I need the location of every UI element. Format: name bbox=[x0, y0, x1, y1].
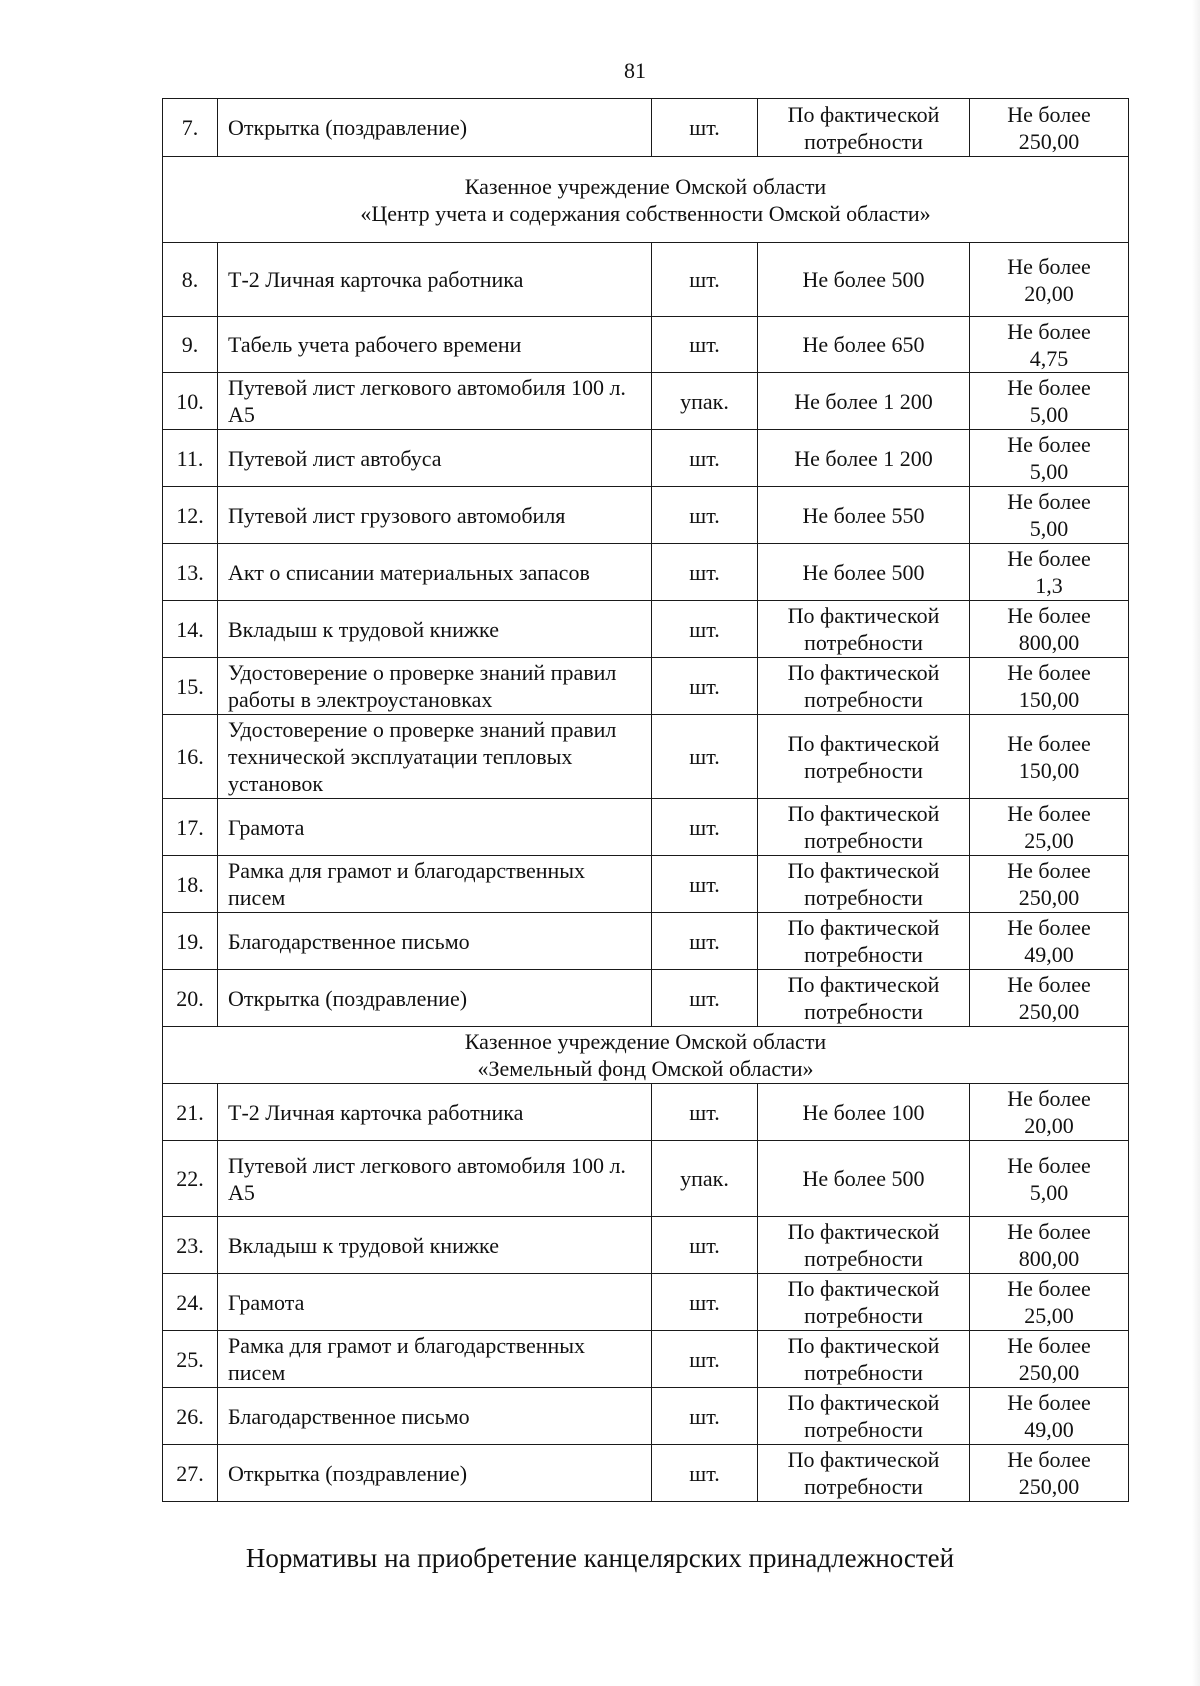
row-number: 10. bbox=[163, 373, 218, 430]
unit-cell: упак. bbox=[652, 1141, 758, 1217]
table-row bbox=[163, 373, 1129, 430]
table-row bbox=[163, 1331, 1129, 1388]
item-name: Путевой лист легкового автомобиля 100 л. А5 bbox=[218, 373, 652, 430]
price-cell bbox=[970, 1445, 1129, 1502]
row-number: 19. bbox=[163, 913, 218, 970]
table-row bbox=[163, 1217, 1129, 1274]
price-cell bbox=[970, 243, 1129, 317]
quantity-cell: Не более 1 200 bbox=[758, 430, 970, 487]
row-number: 24. bbox=[163, 1274, 218, 1331]
unit-cell: шт. bbox=[652, 1274, 758, 1331]
item-name: Табель учета рабочего времени bbox=[218, 317, 652, 373]
table-row bbox=[163, 799, 1129, 856]
price-line: 250,00 bbox=[1018, 128, 1080, 154]
item-name: Благодарственное письмо bbox=[218, 1388, 652, 1445]
row-number: 17. bbox=[163, 799, 218, 856]
price-line: 250,00 bbox=[1018, 885, 1080, 910]
item-name: Открытка (поздравление) bbox=[218, 970, 652, 1027]
quantity-cell: По фактической потребности bbox=[758, 799, 970, 856]
quantity-cell: По фактической потребности bbox=[758, 601, 970, 658]
table-row bbox=[163, 601, 1129, 658]
item-name: Т-2 Личная карточка работника bbox=[218, 243, 652, 317]
price-line: 5,00 bbox=[1029, 459, 1069, 484]
table-row bbox=[163, 913, 1129, 970]
price-cell bbox=[970, 373, 1129, 430]
unit-cell: шт. bbox=[652, 317, 758, 373]
item-name: Вкладыш к трудовой книжке bbox=[218, 1217, 652, 1274]
price-cell bbox=[970, 913, 1129, 970]
unit-cell: шт. bbox=[652, 658, 758, 715]
price-line: 150,00 bbox=[1018, 687, 1080, 712]
row-number: 16. bbox=[163, 715, 218, 799]
section-title-line: Казенное учреждение Омской области bbox=[464, 1029, 827, 1054]
price-cell bbox=[970, 317, 1129, 373]
price-cell bbox=[970, 1331, 1129, 1388]
price-cell bbox=[970, 1388, 1129, 1445]
quantity-cell: По фактической потребности bbox=[758, 970, 970, 1027]
row-number: 23. bbox=[163, 1217, 218, 1274]
price-cell bbox=[970, 1084, 1129, 1141]
price-line: 250,00 bbox=[1018, 999, 1080, 1024]
unit-cell: шт. bbox=[652, 99, 758, 157]
row-number: 21. bbox=[163, 1084, 218, 1141]
price-cell bbox=[970, 544, 1129, 601]
norms-table-body bbox=[163, 99, 1129, 1502]
unit-cell: шт. bbox=[652, 913, 758, 970]
unit-cell: шт. bbox=[652, 487, 758, 544]
price-line: Не более bbox=[1007, 660, 1091, 685]
table-row bbox=[163, 1445, 1129, 1502]
item-name: Акт о списании материальных запасов bbox=[218, 544, 652, 601]
price-line: Не более bbox=[1007, 858, 1091, 883]
price-line: 20,00 bbox=[1024, 280, 1074, 306]
table-row bbox=[163, 544, 1129, 601]
unit-cell: шт. bbox=[652, 1084, 758, 1141]
item-name: Благодарственное письмо bbox=[218, 913, 652, 970]
price-cell bbox=[970, 487, 1129, 544]
quantity-cell: По фактической потребности bbox=[758, 1445, 970, 1502]
table-row bbox=[163, 430, 1129, 487]
item-name: Рамка для грамот и благодарственных писем bbox=[218, 1331, 652, 1388]
unit-cell: шт. bbox=[652, 243, 758, 317]
section-row bbox=[163, 157, 1129, 243]
section-title-line: Казенное учреждение Омской области bbox=[464, 173, 827, 199]
unit-cell: шт. bbox=[652, 1388, 758, 1445]
section-title bbox=[163, 1027, 1129, 1084]
quantity-cell: По фактической потребности bbox=[758, 715, 970, 799]
table-row bbox=[163, 970, 1129, 1027]
quantity-cell: По фактической потребности bbox=[758, 99, 970, 157]
price-line: Не более bbox=[1007, 730, 1091, 756]
price-line: Не более bbox=[1007, 375, 1091, 400]
quantity-cell: Не более 650 bbox=[758, 317, 970, 373]
item-name: Рамка для грамот и благодарственных писем bbox=[218, 856, 652, 913]
section-title-line: «Центр учета и содержания собственности Омской области» bbox=[360, 200, 931, 226]
price-line: 1,3 bbox=[1035, 573, 1063, 598]
norms-table bbox=[162, 98, 1129, 1502]
price-line: 5,00 bbox=[1029, 516, 1069, 541]
unit-cell: шт. bbox=[652, 856, 758, 913]
quantity-cell: По фактической потребности bbox=[758, 856, 970, 913]
price-cell bbox=[970, 970, 1129, 1027]
price-line: Не более bbox=[1007, 972, 1091, 997]
price-line: Не более bbox=[1007, 546, 1091, 571]
table-row bbox=[163, 99, 1129, 157]
quantity-cell: Не более 500 bbox=[758, 544, 970, 601]
price-line: Не более bbox=[1007, 1152, 1091, 1178]
price-cell bbox=[970, 799, 1129, 856]
price-line: 49,00 bbox=[1024, 942, 1074, 967]
unit-cell: шт. bbox=[652, 715, 758, 799]
row-number: 14. bbox=[163, 601, 218, 658]
item-name: Грамота bbox=[218, 799, 652, 856]
price-line: Не более bbox=[1007, 101, 1091, 127]
price-cell bbox=[970, 601, 1129, 658]
price-line: Не более bbox=[1007, 603, 1091, 628]
table-row bbox=[163, 1388, 1129, 1445]
price-line: 5,00 bbox=[1029, 402, 1069, 427]
price-line: Не более bbox=[1007, 1276, 1091, 1301]
row-number: 13. bbox=[163, 544, 218, 601]
quantity-cell: Не более 550 bbox=[758, 487, 970, 544]
price-line: Не более bbox=[1007, 1333, 1091, 1358]
price-line: 250,00 bbox=[1018, 1474, 1080, 1499]
price-line: Не более bbox=[1007, 253, 1091, 279]
price-line: Не более bbox=[1007, 801, 1091, 826]
quantity-cell: По фактической потребности bbox=[758, 1217, 970, 1274]
item-name: Удостоверение о проверке знаний правил технической эксплуатации тепловых установок bbox=[218, 715, 652, 799]
item-name: Грамота bbox=[218, 1274, 652, 1331]
price-cell bbox=[970, 658, 1129, 715]
item-name: Открытка (поздравление) bbox=[218, 1445, 652, 1502]
table-row bbox=[163, 317, 1129, 373]
table-row bbox=[163, 1274, 1129, 1331]
section-title bbox=[163, 157, 1129, 243]
item-name: Т-2 Личная карточка работника bbox=[218, 1084, 652, 1141]
price-line: 25,00 bbox=[1024, 828, 1074, 853]
price-cell bbox=[970, 1217, 1129, 1274]
item-name: Вкладыш к трудовой книжке bbox=[218, 601, 652, 658]
table-row bbox=[163, 856, 1129, 913]
quantity-cell: По фактической потребности bbox=[758, 658, 970, 715]
price-cell bbox=[970, 856, 1129, 913]
row-number: 12. bbox=[163, 487, 218, 544]
price-line: 4,75 bbox=[1029, 345, 1069, 371]
unit-cell: шт. bbox=[652, 601, 758, 658]
row-number: 27. bbox=[163, 1445, 218, 1502]
scan-edge bbox=[1192, 0, 1200, 1686]
quantity-cell: По фактической потребности bbox=[758, 1274, 970, 1331]
unit-cell: шт. bbox=[652, 1445, 758, 1502]
price-line: 150,00 bbox=[1018, 757, 1080, 783]
quantity-cell: По фактической потребности bbox=[758, 913, 970, 970]
item-name: Путевой лист легкового автомобиля 100 л. А5 bbox=[218, 1141, 652, 1217]
quantity-cell: Не более 500 bbox=[758, 243, 970, 317]
row-number: 25. bbox=[163, 1331, 218, 1388]
price-line: 800,00 bbox=[1018, 630, 1080, 655]
row-number: 18. bbox=[163, 856, 218, 913]
price-line: Не более bbox=[1007, 432, 1091, 457]
quantity-cell: По фактической потребности bbox=[758, 1388, 970, 1445]
price-cell bbox=[970, 1141, 1129, 1217]
section-title-line: «Земельный фонд Омской области» bbox=[477, 1056, 814, 1081]
page-number: 81 bbox=[624, 58, 646, 83]
unit-cell: шт. bbox=[652, 544, 758, 601]
price-line: Не более bbox=[1007, 489, 1091, 514]
row-number: 8. bbox=[163, 243, 218, 317]
table-row bbox=[163, 1084, 1129, 1141]
row-number: 26. bbox=[163, 1388, 218, 1445]
quantity-cell: По фактической потребности bbox=[758, 1331, 970, 1388]
table-row bbox=[163, 487, 1129, 544]
price-line: Не более bbox=[1007, 1390, 1091, 1415]
row-number: 7. bbox=[163, 99, 218, 157]
unit-cell: шт. bbox=[652, 1217, 758, 1274]
table-row bbox=[163, 715, 1129, 799]
price-cell bbox=[970, 715, 1129, 799]
price-line: 25,00 bbox=[1024, 1303, 1074, 1328]
price-cell bbox=[970, 430, 1129, 487]
price-line: Не более bbox=[1007, 1447, 1091, 1472]
price-line: Не более bbox=[1007, 318, 1091, 344]
price-line: 20,00 bbox=[1024, 1113, 1074, 1138]
item-name: Путевой лист автобуса bbox=[218, 430, 652, 487]
price-cell bbox=[970, 99, 1129, 157]
item-name: Удостоверение о проверке знаний правил работы в электроустановках bbox=[218, 658, 652, 715]
quantity-cell: Не более 1 200 bbox=[758, 373, 970, 430]
item-name: Путевой лист грузового автомобиля bbox=[218, 487, 652, 544]
item-name: Открытка (поздравление) bbox=[218, 99, 652, 157]
price-line: 5,00 bbox=[1029, 1179, 1069, 1205]
price-line: Не более bbox=[1007, 1219, 1091, 1244]
price-line: 49,00 bbox=[1024, 1417, 1074, 1442]
row-number: 22. bbox=[163, 1141, 218, 1217]
price-line: 800,00 bbox=[1018, 1246, 1080, 1271]
unit-cell: шт. bbox=[652, 970, 758, 1027]
unit-cell: шт. bbox=[652, 799, 758, 856]
quantity-cell: Не более 500 bbox=[758, 1141, 970, 1217]
row-number: 9. bbox=[163, 317, 218, 373]
row-number: 11. bbox=[163, 430, 218, 487]
table-row bbox=[163, 658, 1129, 715]
price-line: Не более bbox=[1007, 1086, 1091, 1111]
section-row bbox=[163, 1027, 1129, 1084]
row-number: 15. bbox=[163, 658, 218, 715]
unit-cell: шт. bbox=[652, 1331, 758, 1388]
unit-cell: упак. bbox=[652, 373, 758, 430]
row-number: 20. bbox=[163, 970, 218, 1027]
price-line: 250,00 bbox=[1018, 1360, 1080, 1385]
price-line: Не более bbox=[1007, 915, 1091, 940]
section-heading: Нормативы на приобретение канцелярских принадлежностей bbox=[245, 1543, 955, 1573]
table-row bbox=[163, 243, 1129, 317]
quantity-cell: Не более 100 bbox=[758, 1084, 970, 1141]
unit-cell: шт. bbox=[652, 430, 758, 487]
table-row bbox=[163, 1141, 1129, 1217]
price-cell bbox=[970, 1274, 1129, 1331]
